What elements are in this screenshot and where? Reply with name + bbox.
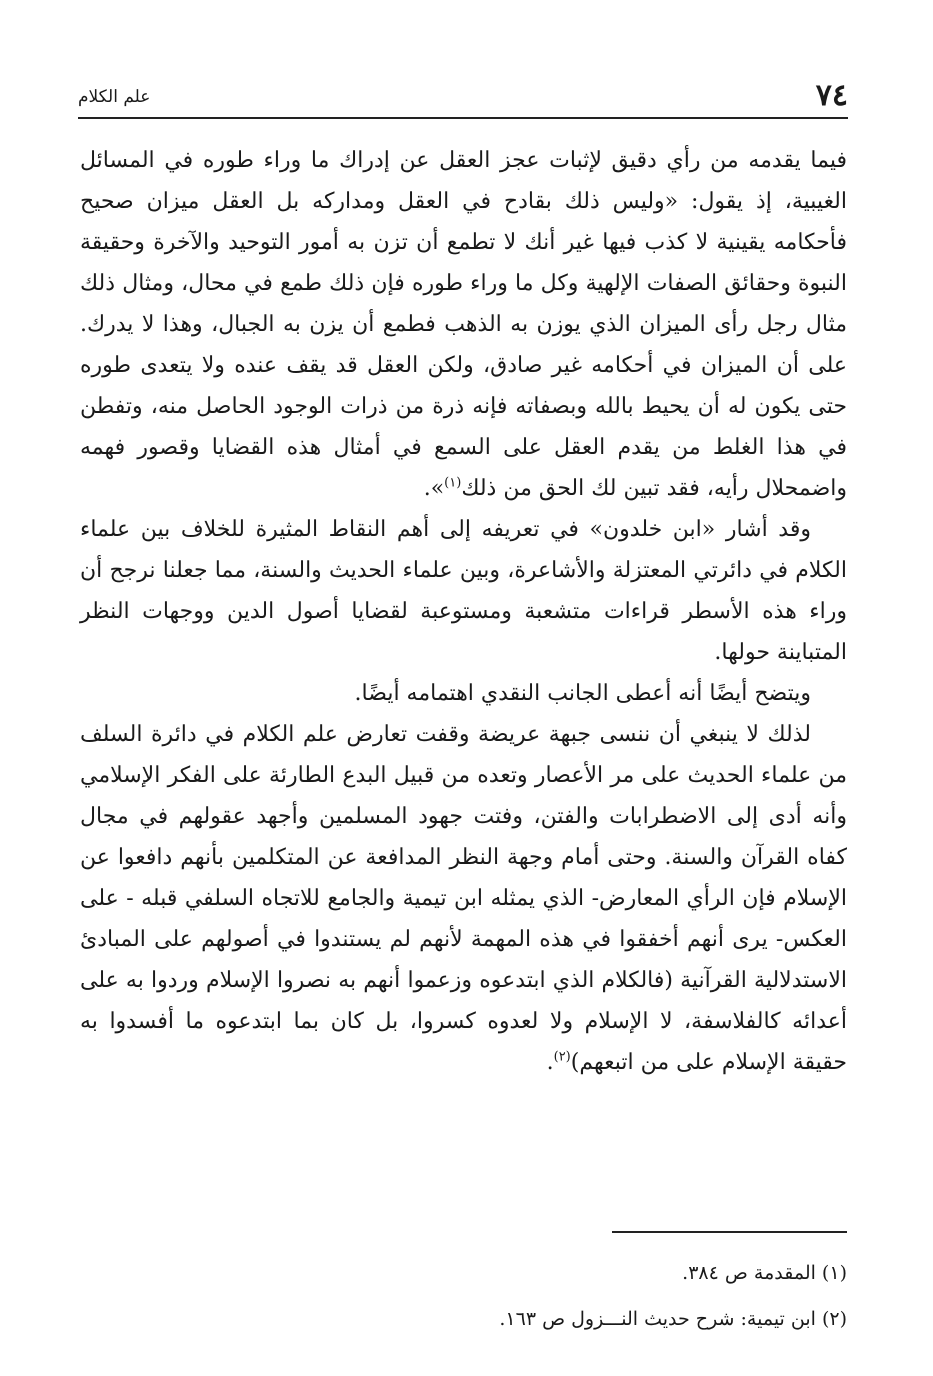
paragraph-1-text: فيما يقدمه من رأي دقيق لإثبات عجز العقل عن إدراك ما وراء طوره في المسائل الغيبية، إذ يقول: «وليس ذلك بقادح في العقل ومداركه بل العقل ميزان صحيح فأحكامه يقينية لا كذب فيها غير أنك لا تطمع أن تزن به أمور التوحيد والآخرة وحقيقة النبوة وحقائق الصفات الإلهية وكل ما وراء طوره فإن ذلك طمع في محال، ومثال ذلك مثال رجل رأى الميزان الذي يوزن به الذهب فطمع أن يزن به الجبال، وهذا لا يدرك. على أن الميزان في أحكامه غير صادق، ولكن العقل قد يقف عنده ولا يتعدى طوره حتى يكون له أن يحيط بالله وبصفاته فإنه ذرة من ذرات الوجود الحاصل منه، وتفطن في هذا الغلط من يقدم العقل على السمع في أمثال هذه القضايا وقصور فهمه واضمحلال رأيه، فقد تبين لك الحق من ذلك [80,148,847,501]
footnote-ref-2: (٢) [553,1049,571,1065]
paragraph-2 [80,509,847,673]
footnote-2: (٢) ابن تيمية: شرح حديث النـــزول ص ١٦٣. [499,1308,847,1330]
header-rule [78,117,848,119]
footnote-rule [612,1231,847,1233]
paragraph-3-text: ويتضح أيضًا أنه أعطى الجانب النقدي اهتمامه أيضًا. [354,681,811,706]
page-number: ٧٤ [815,78,848,113]
paragraph-4-end: . [546,1050,554,1075]
footnote-ref-1: (١) [444,475,462,491]
paragraph-4-text: لذلك لا ينبغي أن ننسى جبهة عريضة وقفت تعارض علم الكلام في دائرة السلف من علماء الحديث على مر الأعصار وتعده من قبيل البدع الطارئة على الفكر الإسلامي وأنه أدى إلى الاضطرابات والفتن، وفتت جهود المسلمين وأجهد عقولهم في مجال كفاه القرآن والسنة. وحتى أمام وجهة النظر المدافعة عن المتكلمين بأنهم دافعوا عن الإسلام فإن الرأي المعارض- الذي يمثله ابن تيمية والجامع للاتجاه السلفي قبله - على العكس- يرى أنهم أخفقوا في هذه المهمة لأنهم لم يستندوا في أصولهم على المبادئ الاستدلالية القرآنية (فالكلام الذي ابتدعوه وزعموا أنهم به نصروا الإسلام وردوا به على أعدائه كالفلاسفة، لا الإسلام ولا لعدوه كسروا، بل كان بما ابتدعوه ما أفسدوا به حقيقة الإسلام على من اتبعهم) [80,722,847,1075]
footnote-1: (١) المقدمة ص ٣٨٤. [682,1262,847,1284]
page-header [78,78,848,114]
footnotes [80,1250,847,1342]
main-text [80,140,847,1083]
running-title: علم الكلام [78,87,151,107]
paragraph-1-end: ». [423,476,445,501]
paragraph-3 [80,673,847,714]
paragraph-1 [80,140,847,509]
paragraph-2-text: وقد أشار «ابن خلدون» في تعريفه إلى أهم النقاط المثيرة للخلاف بين علماء الكلام في دائرتي المعتزلة والأشاعرة، وبين علماء الحديث والسنة، مما جعلنا نرجح أن وراء هذه الأسطر قراءات متشعبة ومستوعبة لقضايا أصول الدين ووجهات النظر المتباينة حولها. [80,517,847,665]
paragraph-4 [80,714,847,1083]
